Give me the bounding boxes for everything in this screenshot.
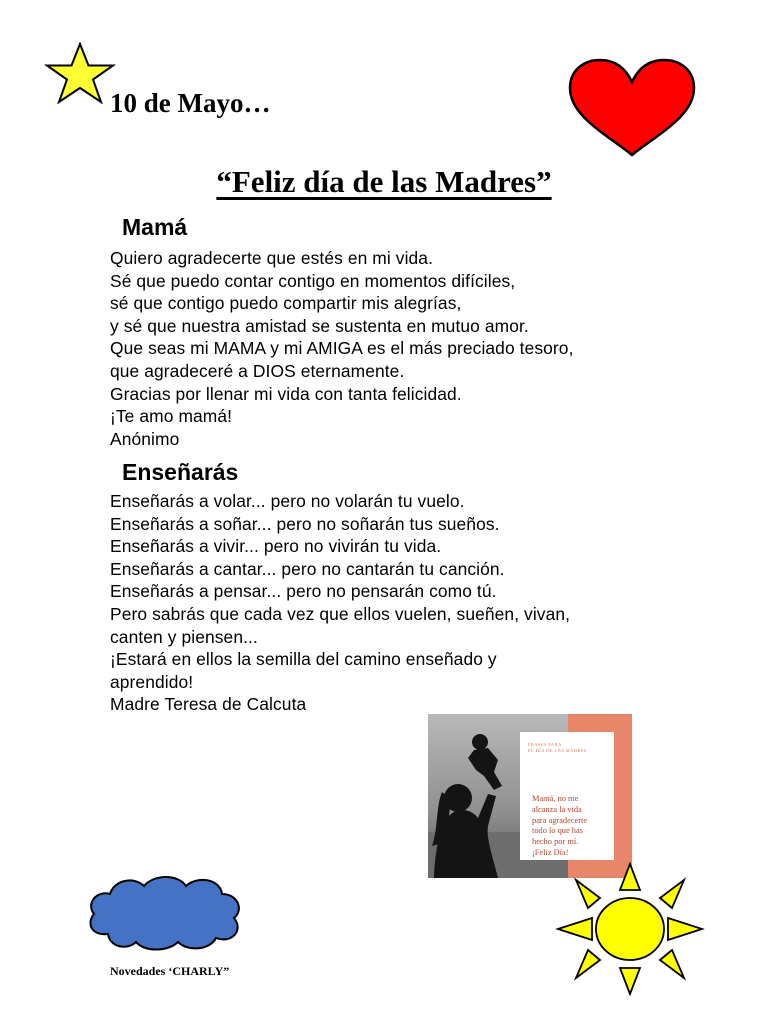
poem-line: aprendido! [110,671,194,692]
poem-line: Gracias por llenar mi vida con tanta felicidad. [110,383,462,404]
quote-card [520,732,614,860]
poem-author: Anónimo [110,428,180,449]
poem-line: canten y piensen... [110,626,258,647]
footer-credit: Novedades ‘CHARLY” [110,964,230,978]
poem-line: Enseñarás a pensar... pero no pensarán como tú. [110,581,497,602]
poem-line: ¡Estará en ellos la semilla del camino enseñado y [110,649,497,670]
poem-line: Pero sabrás que cada vez que ellos vuelen, sueñen, vivan, [110,603,571,624]
poem-line: que agradeceré a DIOS eternamente. [110,360,405,381]
poem-line: Enseñarás a vivir... pero no vivirán tu vida. [110,536,442,557]
card-quote: Mamá, no me alcanza la vida para agradecerte todo lo que has hecho por mí. ¡Feliz Día! [532,794,588,857]
star-icon [44,42,116,104]
poem-line: Enseñarás a soñar... pero no soñarán tus sueños. [110,513,500,534]
cloud-icon [84,872,246,954]
poem-line: Enseñarás a cantar... pero no cantarán tu canción. [110,558,505,579]
heart-icon [566,56,698,158]
poem-line: Sé que puedo contar contigo en momentos difíciles, [110,270,516,291]
poem-mama [110,247,574,450]
poem-heading-ensenaras: Enseñarás [122,459,239,485]
page-title: “Feliz día de las Madres” [216,164,552,199]
poem-line: Que seas mi MAMA y mi AMIGA es el más preciado tesoro, [110,338,574,359]
poem-line: sé que contigo puedo compartir mis alegrías, [110,293,462,314]
poem-ensenaras [110,490,570,716]
poem-line: Quiero agradecerte que estés en mi vida. [110,248,434,268]
poem-line: Enseñarás a volar... pero no volarán tu vuelo. [110,491,465,511]
sun-icon [554,862,706,996]
poem-line: ¡Te amo mamá! [110,406,233,427]
poem-heading-mama: Mamá [122,214,188,240]
card-label: FRASES PARA EL DÍA DE LAS MADRES [528,742,587,753]
poem-line: y sé que nuestra amistad se sustenta en mutuo amor. [110,315,529,336]
poem-author: Madre Teresa de Calcuta [110,694,307,715]
date-heading: 10 de Mayo… [110,88,271,118]
mothers-day-photo [428,714,632,878]
